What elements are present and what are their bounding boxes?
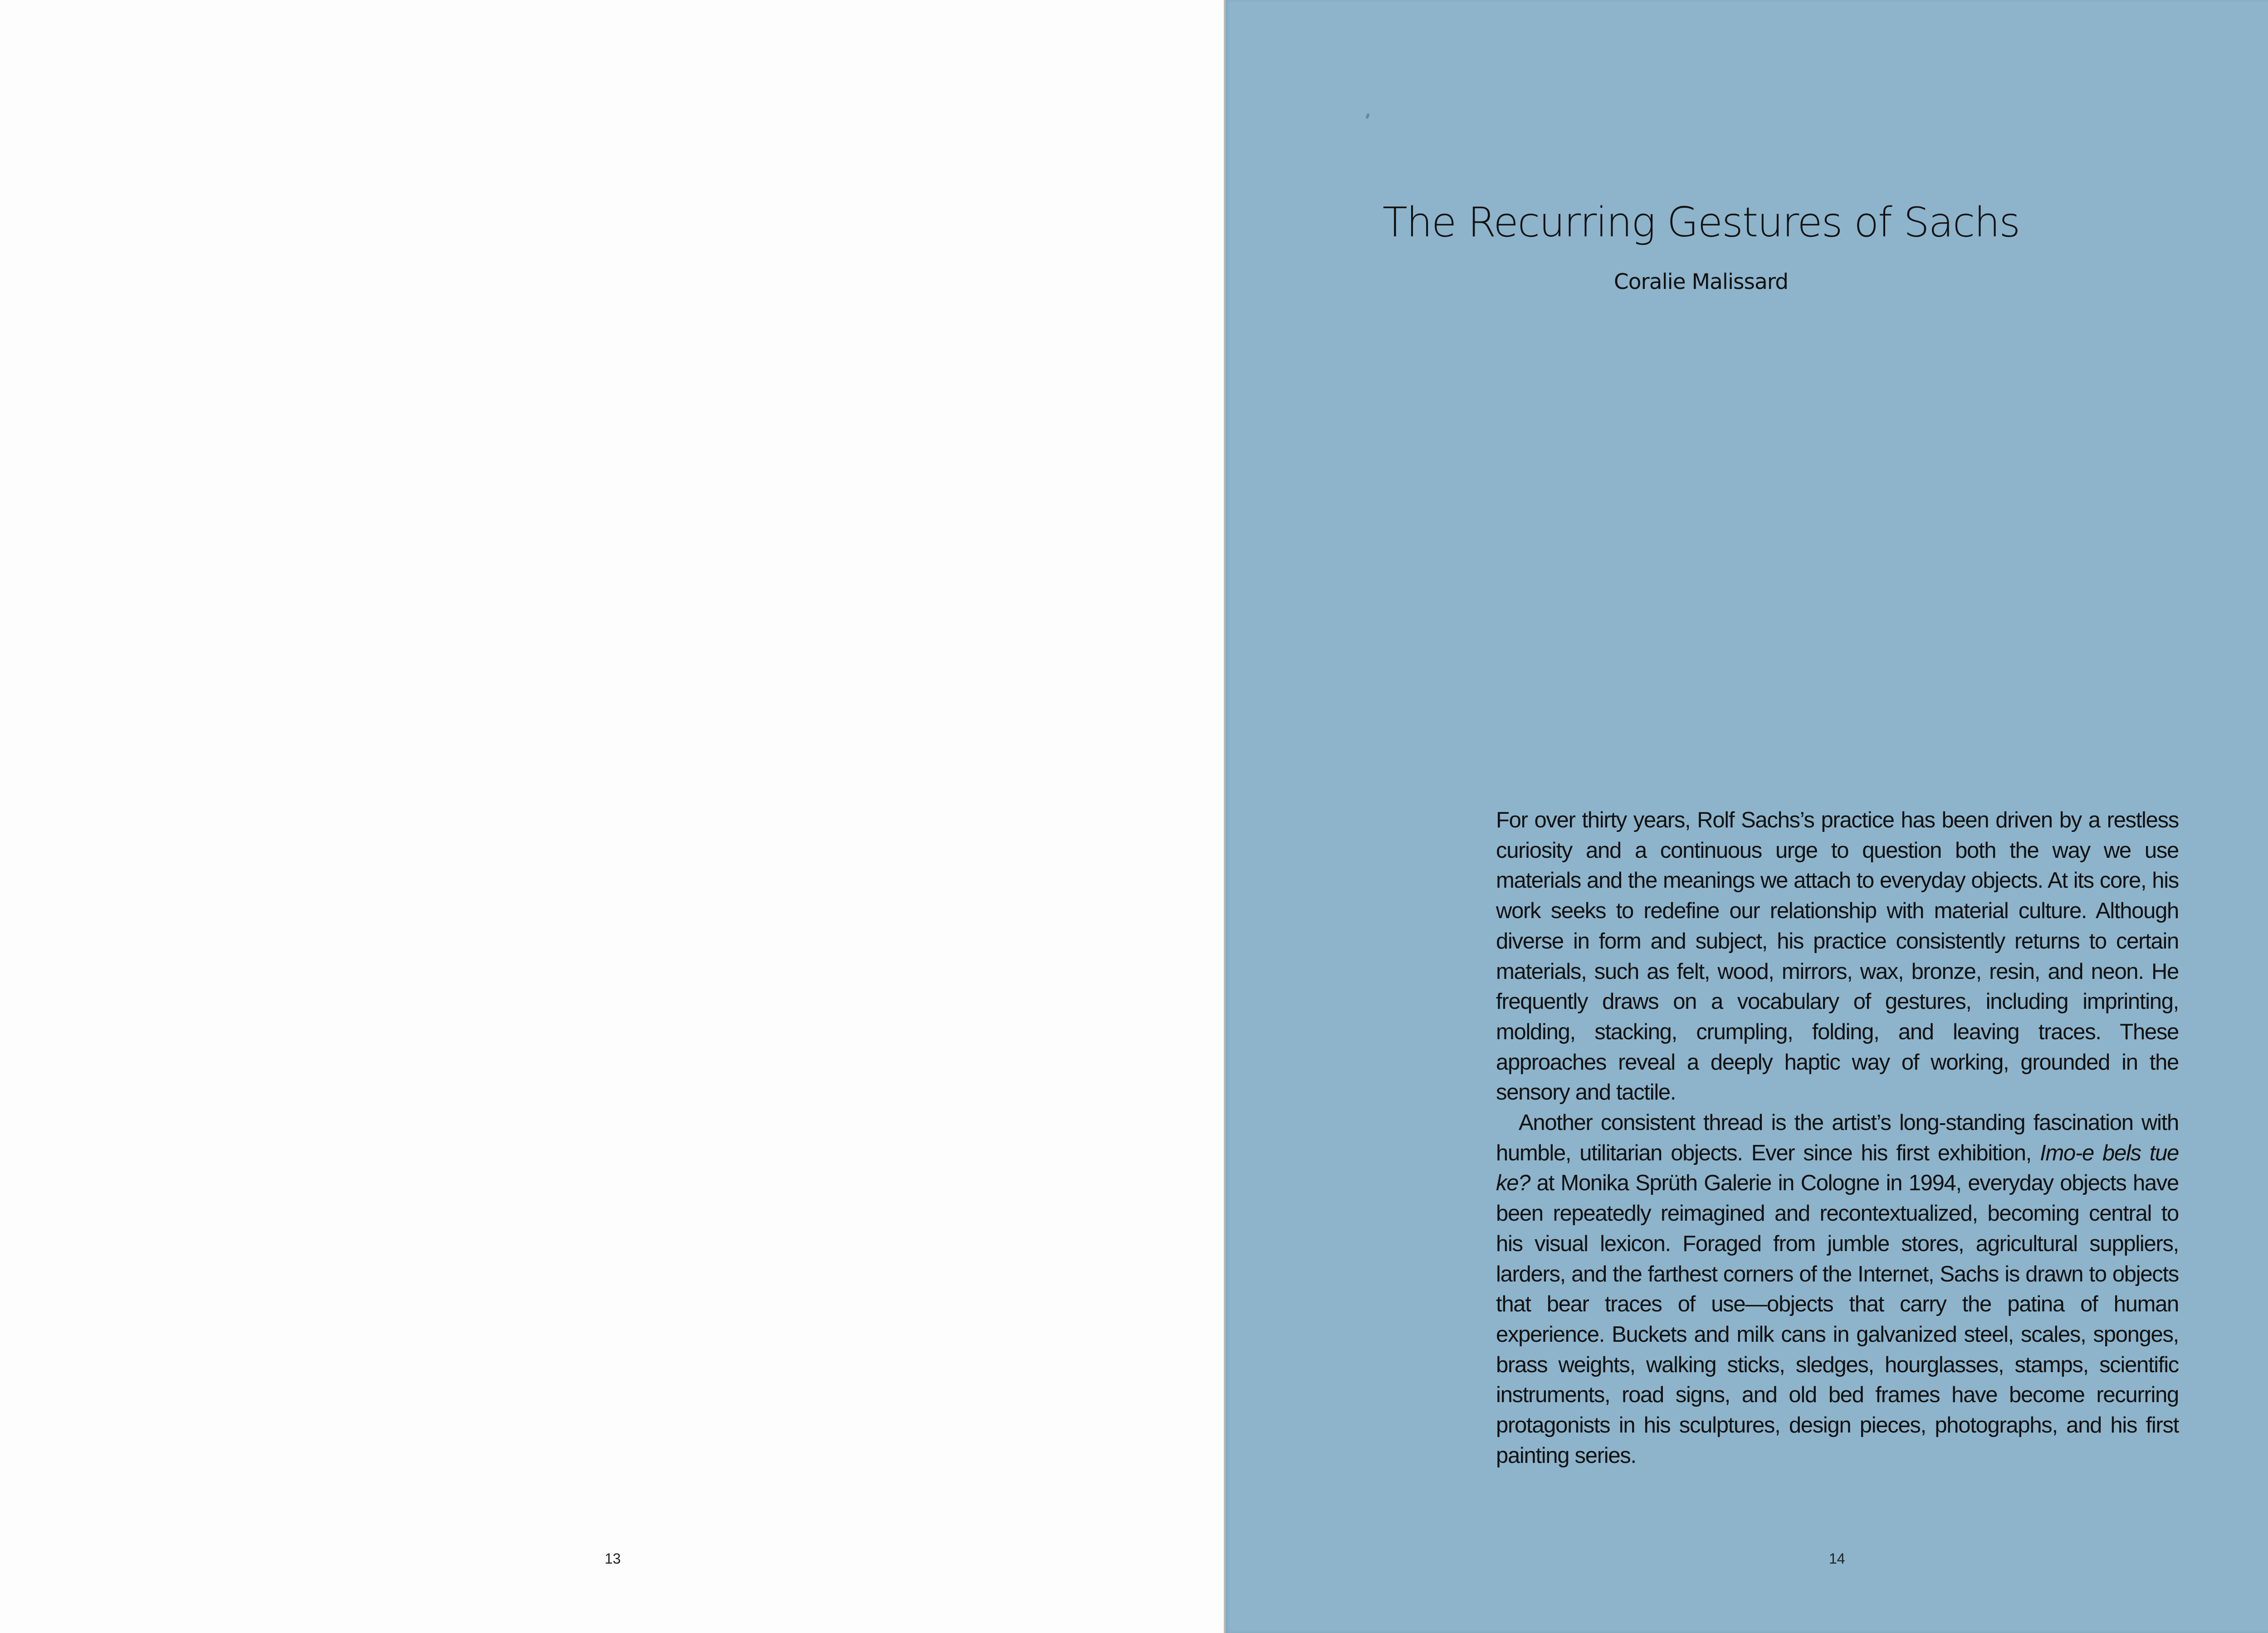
- paragraph-2-end: at Monika Sprüth Galerie in Cologne in 1994, everyday objects have been repeatedly reimagined and recontextualized, becoming central to his visual lexicon. Foraged from jumble stores, agricultural suppliers, larders, and the farthest corners of the Internet, Sachs is drawn to objects that bear traces of use—objects that carry the patina of human experience. Buckets and milk cans in galvanized steel, scales, sponges, brass weights, walking sticks, sledges, hourglasses, stamps, scientific instruments, road signs, and old bed frames have become recurring protagonists in his sculptures, design pieces, photographs, and his first painting series.: [1496, 1171, 2179, 1468]
- exhibition-title: Imo-e bels tue ke?: [1496, 1140, 2179, 1196]
- paper-speck: [1365, 113, 1370, 119]
- paragraph-1: For over thirty years, Rolf Sachs’s practice has been driven by a restless curiosity and a continuous urge to question both the way we use materials and the meanings we attach to everyday objects. At its core, his work seeks to redefine our relationship with material culture. Although diverse in form and subject, his practice consistently returns to certain materials, such as felt, wood, mirrors, wax, bronze, resin, and neon. He frequently draws on a vocabulary of gestures, including imprinting, molding, stacking, crumpling, folding, and leaving traces. These approaches reveal a deeply haptic way of working, grounded in the sensory and tactile.: [1496, 808, 2179, 1105]
- paragraph-2-start: Another consistent thread is the artist’s long-standing fascination with humble, utilitarian objects. Ever since his first exhibition,: [1496, 1110, 2179, 1165]
- essay-title: The Recurring Gestures of Sachs: [1382, 199, 2020, 246]
- essay-author: Coralie Malissard: [1613, 269, 1789, 294]
- paragraph-2: [1496, 1108, 2179, 1471]
- right-page-number: 14: [1829, 1550, 1845, 1567]
- gutter-divider: [1224, 0, 1226, 1633]
- left-page-number: 13: [605, 1550, 621, 1567]
- right-page: [1225, 0, 2268, 1633]
- essay-body: [1496, 805, 2179, 1471]
